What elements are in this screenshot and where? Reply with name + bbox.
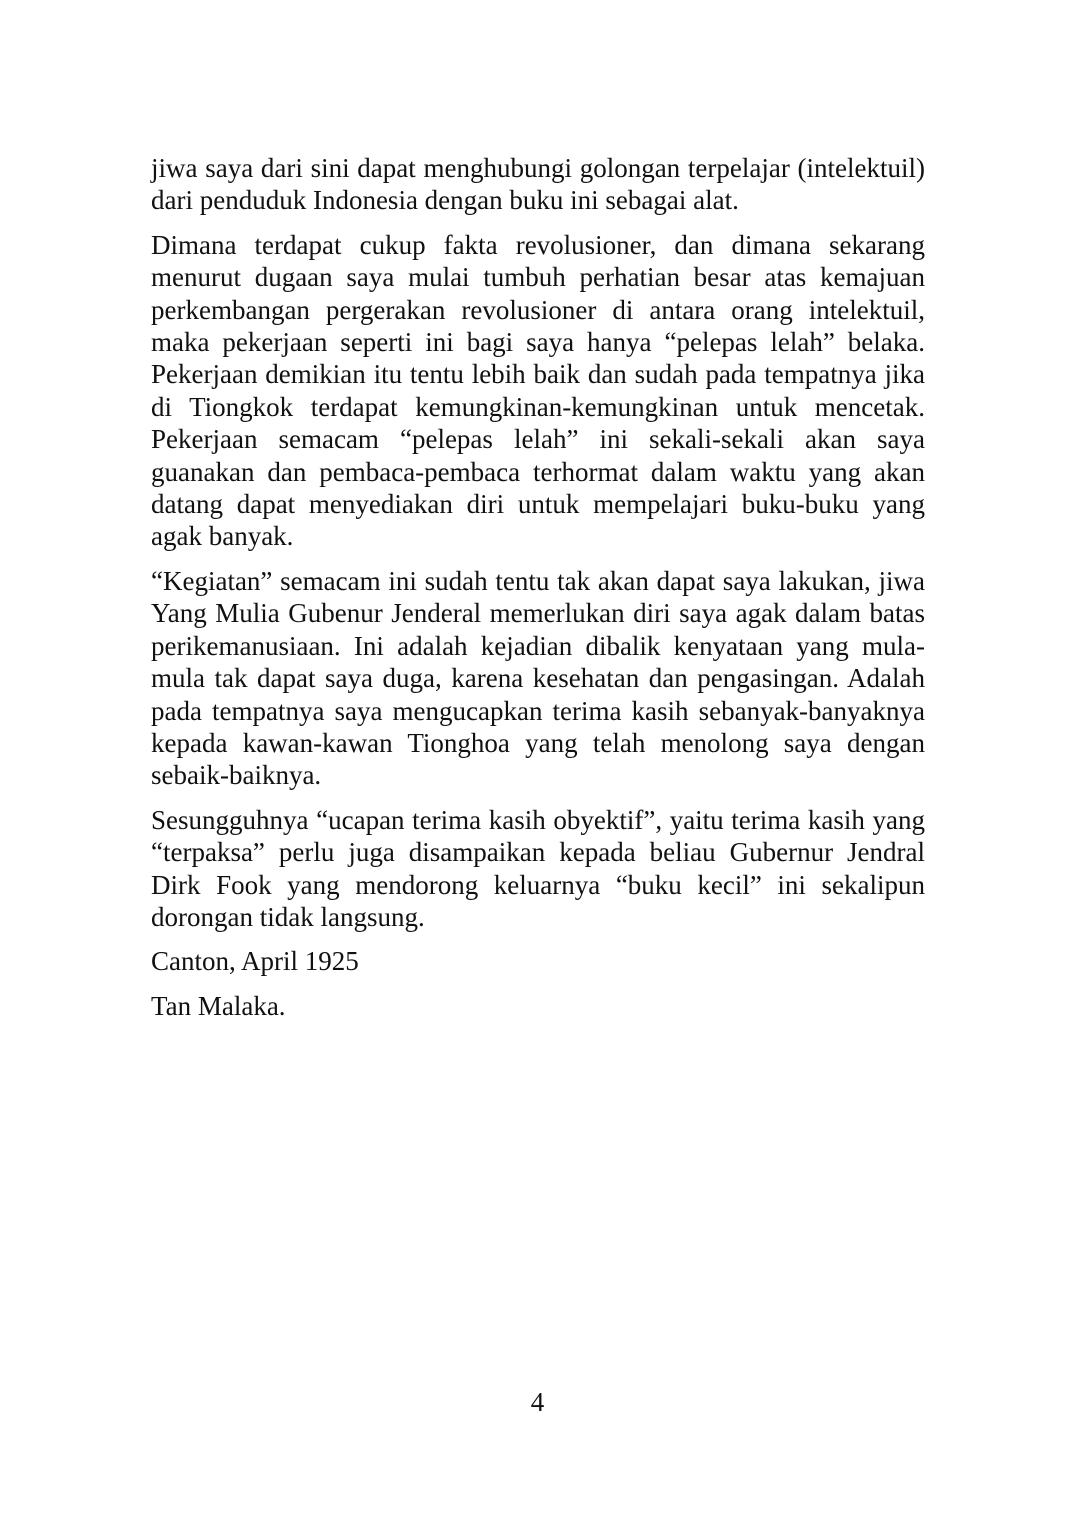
paragraph-activities: “Kegiatan” semacam ini sudah tentu tak akan dapat saya lakukan, jiwa Yang Mulia Gubenur Jenderal memerlukan diri saya agak dalam batas perikemanusiaan. Ini adalah kejadian dibalik kenyataan yang mula-mula tak dapat saya duga, karena kesehatan dan pengasingan. Adalah pada tempatnya saya mengucapkan terima kasih sebanyak-banyaknya kepada kawan-kawan Tionghoa yang telah menolong saya dengan sebaik-baiknya.	[151, 565, 925, 791]
body-text	[151, 152, 925, 1034]
page-number: 4	[530, 1387, 545, 1417]
paragraph-revolutionary-facts: Dimana terdapat cukup fakta revolusioner, dan dimana sekarang menurut dugaan saya mulai tumbuh perhatian besar atas kemajuan perkembangan pergerakan revolusioner di antara orang intelektuil, maka pekerjaan seperti ini bagi saya hanya “pelepas lelah” belaka. Pekerjaan demikian itu tentu lebih baik dan sudah pada tempatnya jika di Tiongkok terdapat kemungkinan-kemungkinan untuk mencetak. Pekerjaan semacam “pelepas lelah” ini sekali-sekali akan saya guanakan dan pembaca-pembaca terhormat dalam waktu yang akan datang dapat menyediakan diri untuk mempelajari buku-buku yang agak banyak.	[151, 229, 925, 552]
place-date: Canton, April 1925	[151, 946, 359, 977]
signature: Tan Malaka.	[151, 990, 286, 1021]
paragraph-continuation: jiwa saya dari sini dapat menghubungi golongan terpelajar (intelektuil) dari penduduk Indonesia dengan buku ini sebagai alat.	[151, 153, 925, 216]
paragraph-thanks: Sesungguhnya “ucapan terima kasih obyektif”, yaitu terima kasih yang “terpaksa” perlu juga disampaikan kepada beliau Gubernur Jendral Dirk Fook yang mendorong keluarnya “buku kecil” ini sekalipun dorongan tidak langsung.	[151, 804, 925, 932]
